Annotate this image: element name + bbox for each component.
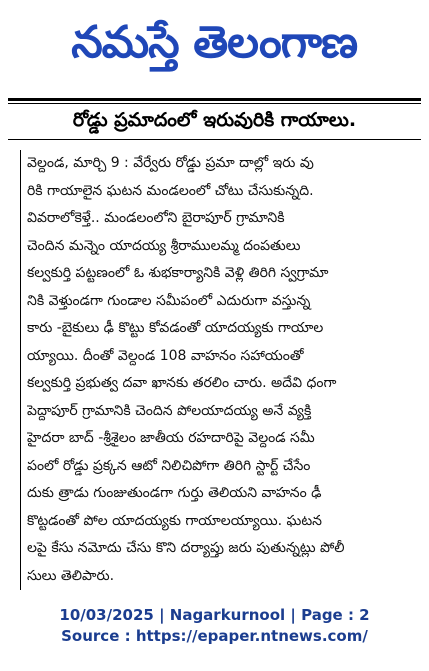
newspaper-title: నమస్తే తెలంగాణ [71,16,358,68]
source-link[interactable]: Source : https://epaper.ntnews.com/ [61,627,368,645]
article-line: కొట్టడంతో పోల యాదయ్యకు గాయాలయ్యాయి. ఘటన [27,512,322,529]
article-line: పంలో రోడ్డు ప్రక్కన ఆటో నిలిచిపోగా తిరిగి స్టార్ట్ చేసేం [27,457,311,474]
article-line: వెల్దండ, మార్చి 9 : వేర్వేరు రోడ్డు ప్రమా దాల్లో ఇరు వు [27,155,314,171]
article-line: నికి వెళ్తుండగా గుండాల సమీపంలో ఎదురుగా వస్తున్న [27,292,311,309]
article-line: కల్వకుర్తి పట్టణంలో ఓ శుభకార్యానికి వెళ్లి తిరిగి స్వగ్రామా [27,265,329,281]
article-headline: రోడ్డు ప్రమాదంలో ఇరువురికి గాయాలు. [72,108,357,131]
article-line: చెందిన మన్నెం యాదయ్య శ్రీరాములమ్మ దంపతులు [27,237,301,254]
divider-top-thin [8,103,421,104]
divider-bottom [8,139,421,140]
article-line: య్యాయి. దీంతో వెల్దండ 108 వాహనం సహాయంతో [27,347,304,364]
article-line: వివరాలోకెళ్తే.. మండలంలోని బైరాపూర్ గ్రామానికి [27,210,285,226]
article-body [20,150,412,590]
article-line: రికి గాయాలైన ఘటన మండలంలో చోటు చేసుకున్నది. [27,182,314,199]
article-line: కల్వకుర్తి ప్రభుత్వ దవా ఖానకు తరలిం చారు. అదేవి ధంగా [27,375,337,391]
article-line: పెద్దాపూర్ గ్రామానికి చెందిన పోలయాదయ్య అనే వ్యక్తి [27,402,312,419]
article-line: దుకు త్రాడు గుంజుతుండగా గుర్తు తెలియని వాహనం ఢీ [27,485,322,501]
masthead [0,0,429,95]
article-line: సులు తెలిపారు. [27,567,115,584]
article-line: హైదరా బాద్ -శ్రీశైలం జాతీయ రహదారిపై వెల్దండ సమీ [27,430,315,446]
divider-top-thick [8,98,421,101]
article-line: కారు -బైకులు ఢీ కొట్టు కోవడంతో యాదయ్యకు గాయాల [27,320,324,336]
edition-info: 10/03/2025 | Nagarkurnool | Page : 2 [59,606,370,624]
article-line: లపై కేసు నమోదు చేసు కొని దర్యాప్తు జరు పుతున్నట్లు పోలీ [27,540,345,556]
